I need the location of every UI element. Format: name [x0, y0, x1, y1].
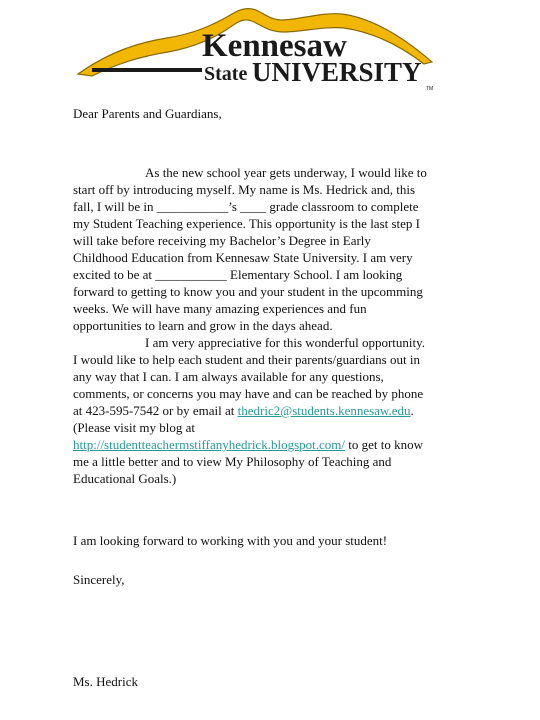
- paragraph-line-email: [73, 402, 463, 419]
- paragraph-line-blog: [73, 436, 463, 453]
- paragraph-line: As the new school year gets underway, I would like to: [145, 165, 427, 180]
- closing-line: I am looking forward to working with you and your student!: [73, 533, 388, 548]
- paragraph-line: opportunities to learn and grow in the days ahead.: [73, 318, 333, 333]
- paragraph-line: (Please visit my blog at: [73, 420, 196, 435]
- paragraph-line: weeks. We will have many amazing experiences and fun: [73, 301, 367, 316]
- signoff-block: [73, 571, 463, 588]
- paragraph-line: fall, I will be in ___________’s ____ grade classroom to complete: [73, 199, 419, 214]
- email-suffix-text: .: [410, 403, 414, 418]
- logo-graphic: [72, 2, 442, 94]
- paragraph-line: any way that I can. I am always available for any questions,: [73, 369, 384, 384]
- salutation: Dear Parents and Guardians,: [73, 106, 222, 121]
- logo-underline: [92, 68, 202, 72]
- paragraph-introduction: [73, 164, 463, 334]
- email-prefix-text: at 423-595-7542 or by email at: [73, 403, 238, 418]
- paragraph-line: start off by introducing myself. My name is Ms. Hedrick and, this: [73, 182, 416, 197]
- email-link[interactable]: thedric2@students.kennesaw.edu: [237, 403, 411, 418]
- logo-trademark: TM: [426, 86, 434, 92]
- signature-block: [73, 673, 463, 690]
- blog-link[interactable]: http://studentteachermstiffanyhedrick.blogspot.com/: [73, 437, 345, 452]
- blog-suffix-text: to get to know: [344, 437, 423, 452]
- paragraph-line: me a little better and to view My Philosophy of Teaching and: [73, 454, 392, 469]
- paragraph-line: will take before receiving my Bachelor’s Degree in Early: [73, 233, 371, 248]
- logo-university-text: UNIVERSITY: [252, 57, 422, 87]
- logo-kennesaw-text: Kennesaw: [202, 28, 347, 64]
- paragraph-line: I would like to help each student and their parents/guardians out in: [73, 352, 420, 367]
- sign-off: Sincerely,: [73, 572, 125, 587]
- paragraph-line: Educational Goals.): [73, 471, 177, 486]
- salutation-block: [73, 105, 463, 122]
- paragraph-line: forward to getting to know you and your student in the upcomming: [73, 284, 423, 299]
- signature-name: Ms. Hedrick: [73, 674, 138, 689]
- paragraph-line: Childhood Education from Kennesaw State University. I am very: [73, 250, 413, 265]
- logo-state-text: State: [204, 63, 248, 85]
- paragraph-line: excited to be at ___________ Elementary School. I am looking: [73, 267, 403, 282]
- closing-block: [73, 532, 463, 549]
- paragraph-contact: [73, 334, 463, 487]
- paragraph-line: comments, or concerns you may have and can be reached by phone: [73, 386, 424, 401]
- kennesaw-state-logo: [72, 2, 442, 94]
- paragraph-line: my Student Teaching experience. This opportunity is the last step I: [73, 216, 421, 231]
- paragraph-line: I am very appreciative for this wonderful opportunity.: [145, 335, 426, 350]
